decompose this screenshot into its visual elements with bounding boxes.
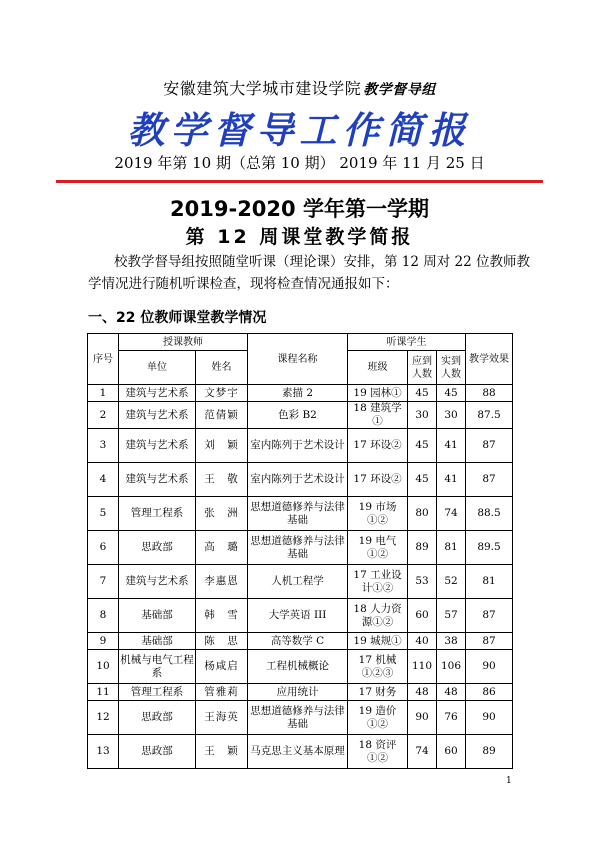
cell-name: 管雅莉 <box>196 684 248 701</box>
cell-course: 工程机械概论 <box>248 650 348 684</box>
org-name: 安徽建筑大学城市建设学院 <box>163 79 362 98</box>
table-row <box>88 497 513 531</box>
cell-name: 高 璐 <box>196 531 248 565</box>
week-title: 第 12 周课堂教学简报 <box>185 226 414 248</box>
cell-unit: 管理工程系 <box>119 497 196 531</box>
cell-actual: 48 <box>437 684 466 701</box>
cell-course: 室内陈列于艺术设计 <box>248 429 348 463</box>
term-title: 2019-2020 学年第一学期 <box>170 197 429 221</box>
cell-name: 刘 颖 <box>196 429 248 463</box>
cell-effect: 89.5 <box>466 531 513 565</box>
table-row <box>88 463 513 497</box>
table-row <box>88 429 513 463</box>
cell-seq: 10 <box>88 650 119 684</box>
cell-class: 17 工业设计①② <box>348 565 408 599</box>
cell-name: 杨咸启 <box>196 650 248 684</box>
table-row <box>88 531 513 565</box>
cell-unit: 管理工程系 <box>119 684 196 701</box>
cell-seq: 9 <box>88 633 119 650</box>
cell-seq: 8 <box>88 599 119 633</box>
cell-expected: 30 <box>408 402 437 429</box>
cell-expected: 90 <box>408 701 437 735</box>
cell-name: 范倩颖 <box>196 402 248 429</box>
cell-seq: 11 <box>88 684 119 701</box>
cell-actual: 38 <box>437 633 466 650</box>
cell-name: 王海英 <box>196 701 248 735</box>
table-row <box>88 599 513 633</box>
cell-effect: 87 <box>466 633 513 650</box>
cell-seq: 6 <box>88 531 119 565</box>
cell-actual: 60 <box>437 735 466 769</box>
cell-seq: 12 <box>88 701 119 735</box>
cell-expected: 45 <box>408 385 437 402</box>
cell-effect: 87 <box>466 429 513 463</box>
cell-effect: 89 <box>466 735 513 769</box>
intro-paragraph <box>88 251 543 295</box>
cell-class: 17 财务 <box>348 684 408 701</box>
cell-course: 人机工程学 <box>248 565 348 599</box>
cell-unit: 机械与电气工程系 <box>119 650 196 684</box>
header-actual: 实到人数 <box>437 351 466 385</box>
cell-actual: 81 <box>437 531 466 565</box>
cell-class: 17 机械①②③ <box>348 650 408 684</box>
cell-seq: 4 <box>88 463 119 497</box>
cell-expected: 53 <box>408 565 437 599</box>
header-expected: 应到人数 <box>408 351 437 385</box>
cell-actual: 57 <box>437 599 466 633</box>
table-row <box>88 385 513 402</box>
table-body <box>88 385 513 769</box>
cell-actual: 74 <box>437 497 466 531</box>
cell-class: 17 环设② <box>348 429 408 463</box>
cell-class: 19 造价①② <box>348 701 408 735</box>
cell-effect: 86 <box>466 684 513 701</box>
cell-course: 应用统计 <box>248 684 348 701</box>
cell-unit: 思政部 <box>119 735 196 769</box>
page-number: 1 <box>506 776 512 786</box>
cell-course: 马克思主义基本原理 <box>248 735 348 769</box>
cell-actual: 45 <box>437 385 466 402</box>
cell-expected: 48 <box>408 684 437 701</box>
intro-text: 校教学督导组按照随堂听课（理论课）安排，第 12 周对 22 位教师教学情况进行随机听课检查，现将检查情况通报如下： <box>88 254 531 292</box>
cell-effect: 87 <box>466 463 513 497</box>
header-student-group: 听课学生 <box>348 334 466 351</box>
cell-expected: 80 <box>408 497 437 531</box>
cell-name: 李惠恩 <box>196 565 248 599</box>
table-row <box>88 650 513 684</box>
cell-unit: 建筑与艺术系 <box>119 402 196 429</box>
cell-unit: 基础部 <box>119 633 196 650</box>
cell-name: 王 敬 <box>196 463 248 497</box>
cell-seq: 1 <box>88 385 119 402</box>
header-teacher-group: 授课教师 <box>119 334 248 351</box>
table-row <box>88 402 513 429</box>
cell-seq: 7 <box>88 565 119 599</box>
cell-expected: 110 <box>408 650 437 684</box>
cell-expected: 40 <box>408 633 437 650</box>
cell-class: 19 城规① <box>348 633 408 650</box>
cell-course: 色彩 B2 <box>248 402 348 429</box>
cell-course: 思想道德修养与法律基础 <box>248 701 348 735</box>
cell-unit: 思政部 <box>119 531 196 565</box>
cell-effect: 88 <box>466 385 513 402</box>
cell-actual: 41 <box>437 463 466 497</box>
cell-expected: 60 <box>408 599 437 633</box>
table-row <box>88 633 513 650</box>
cell-course: 大学英语 III <box>248 599 348 633</box>
header-effect: 教学效果 <box>466 334 513 385</box>
cell-expected: 45 <box>408 429 437 463</box>
cell-unit: 建筑与艺术系 <box>119 463 196 497</box>
cell-actual: 41 <box>437 429 466 463</box>
red-divider <box>56 180 543 183</box>
cell-seq: 13 <box>88 735 119 769</box>
cell-name: 陈 思 <box>196 633 248 650</box>
cell-expected: 89 <box>408 531 437 565</box>
cell-class: 19 市场①② <box>348 497 408 531</box>
cell-effect: 90 <box>466 650 513 684</box>
cell-effect: 87.5 <box>466 402 513 429</box>
cell-effect: 90 <box>466 701 513 735</box>
cell-course: 室内陈列于艺术设计 <box>248 463 348 497</box>
cell-class: 18 建筑学① <box>348 402 408 429</box>
cell-course: 思想道德修养与法律基础 <box>248 531 348 565</box>
header-seq: 序号 <box>88 334 119 385</box>
cell-effect: 81 <box>466 565 513 599</box>
cell-name: 张 洲 <box>196 497 248 531</box>
cell-unit: 思政部 <box>119 701 196 735</box>
table-row <box>88 735 513 769</box>
cell-unit: 基础部 <box>119 599 196 633</box>
bulletin-title: 教学督导工作简报 <box>127 108 472 152</box>
cell-course: 思想道德修养与法律基础 <box>248 497 348 531</box>
cell-course: 高等数学 C <box>248 633 348 650</box>
teacher-table <box>87 333 513 769</box>
cell-actual: 30 <box>437 402 466 429</box>
cell-seq: 2 <box>88 402 119 429</box>
cell-name: 韩 雪 <box>196 599 248 633</box>
cell-class: 19 园林① <box>348 385 408 402</box>
cell-class: 18 人力资源①② <box>348 599 408 633</box>
cell-actual: 106 <box>437 650 466 684</box>
header-unit: 单位 <box>119 351 196 385</box>
table-row <box>88 565 513 599</box>
header-class: 班级 <box>348 351 408 385</box>
cell-course: 素描 2 <box>248 385 348 402</box>
cell-class: 17 环设② <box>348 463 408 497</box>
cell-unit: 建筑与艺术系 <box>119 429 196 463</box>
cell-unit: 建筑与艺术系 <box>119 565 196 599</box>
section-heading: 一、22 位教师课堂教学情况 <box>88 310 267 326</box>
cell-actual: 52 <box>437 565 466 599</box>
cell-class: 19 电气①② <box>348 531 408 565</box>
issue-line: 2019 年第 10 期（总第 10 期） 2019 年 11 月 25 日 <box>114 154 485 172</box>
cell-effect: 88.5 <box>466 497 513 531</box>
cell-actual: 76 <box>437 701 466 735</box>
cell-expected: 74 <box>408 735 437 769</box>
cell-seq: 5 <box>88 497 119 531</box>
cell-effect: 87 <box>466 599 513 633</box>
header-name: 姓名 <box>196 351 248 385</box>
cell-expected: 45 <box>408 463 437 497</box>
cell-seq: 3 <box>88 429 119 463</box>
table-row <box>88 684 513 701</box>
cell-unit: 建筑与艺术系 <box>119 385 196 402</box>
header-course: 课程名称 <box>248 334 348 385</box>
org-tag: 教学督导组 <box>363 82 436 98</box>
cell-name: 王 颖 <box>196 735 248 769</box>
cell-class: 18 资评①② <box>348 735 408 769</box>
header-org <box>0 76 599 99</box>
cell-name: 文梦宇 <box>196 385 248 402</box>
table-row <box>88 701 513 735</box>
